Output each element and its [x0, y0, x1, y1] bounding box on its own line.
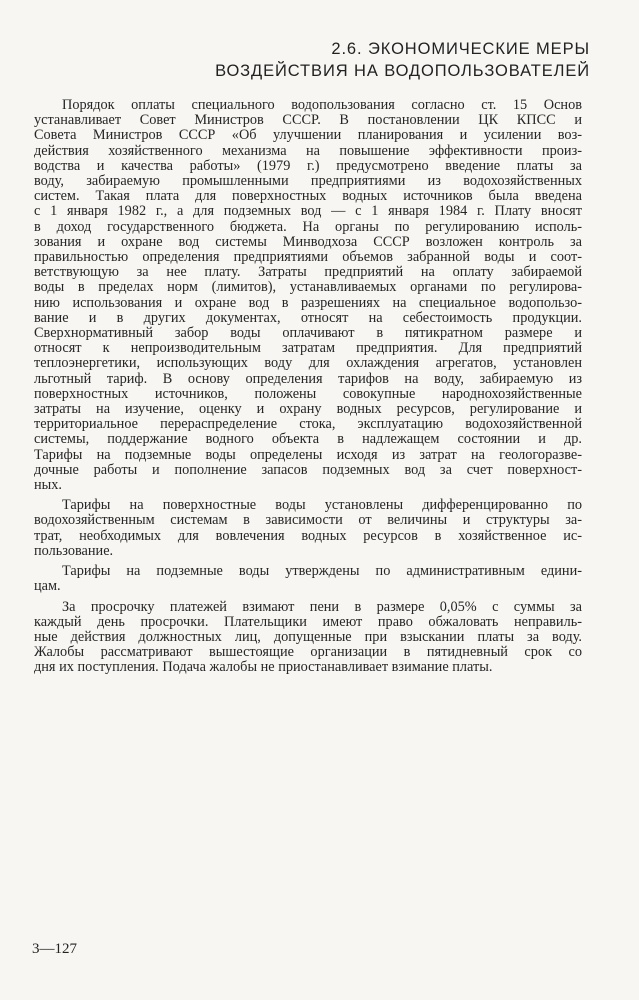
heading-title-line-2: ВОЗДЕЙСТВИЯ НА ВОДОПОЛЬЗОВАТЕЛЕЙ [215, 62, 590, 80]
text-line: пользование. [34, 543, 114, 559]
text-line: Тарифы на подземные воды определены исходя из затрат на геологоразве- [34, 447, 582, 463]
text-line: каждый день просрочки. Плательщики имеют право обжаловать неправиль- [34, 614, 582, 630]
text-line: систем. Такая плата для поверхностных водных источников была введена [34, 189, 582, 205]
text-line: За просрочку платежей взимают пени в размере 0,05% с суммы за [62, 599, 582, 615]
text-line: территориальное перераспределение стока, эксплуатацию водохозяйственной [34, 417, 582, 433]
text-line: относят к непроизводительным затратам предприятия. Для предприятий [34, 341, 582, 357]
text-line: воду, забираемую промышленными предприятиями из водохозяйственных [34, 174, 582, 190]
section-heading [150, 38, 590, 82]
text-line: льготный тариф. В основу определения тарифов на воду, забираемую из [34, 371, 582, 387]
text-line: трат, необходимых для вовлечения водных ресурсов в хозяйственное ис- [34, 528, 582, 544]
section-number: 2.6. [331, 40, 363, 58]
text-line: действия хозяйственного механизма на повышение эффективности произ- [34, 143, 582, 159]
text-line: дня их поступления. Подача жалобы не приостанавливает взимание платы. [34, 660, 493, 676]
text-line: затраты на изучение, оценку и охрану водных ресурсов, регулирование и [34, 402, 582, 418]
heading-line-1 [150, 38, 590, 60]
text-line: поверхностных источников, положены совокупные народнохозяйственные [34, 386, 582, 402]
text-line: Сверхнормативный забор воды оплачивают в пятикратном размере и [34, 326, 582, 342]
text-line: в доход государственного бюджета. На органы по регулированию исполь- [34, 219, 582, 235]
paragraph [34, 564, 582, 594]
text-line: Порядок оплаты специального водопользования согласно ст. 15 Основ [62, 98, 582, 113]
paragraph [34, 600, 582, 676]
text-line: ные действия должностных лиц, допущенные при взыскании платы за воду. [34, 629, 582, 645]
body-text [34, 98, 582, 681]
text-line: Совета Министров СССР «Об улучшении планирования и усилении воз- [34, 128, 582, 144]
text-line: Жалобы рассматривают вышестоящие организации в пятидневный срок со [34, 645, 582, 661]
text-line: ных. [34, 478, 62, 494]
text-line: ветствующую за нее плату. Затраты предприятий на оплату забираемой [34, 265, 582, 281]
text-line: нию использования и охране вод в разрешениях на специальное водопользо- [34, 295, 582, 311]
paragraph [34, 498, 582, 559]
paragraph [34, 98, 582, 493]
text-line: водства и качества работы» (1979 г.) предусмотрено введение платы за [34, 158, 582, 174]
text-line: правильностью определения предприятиями объемов забранной воды и соот- [34, 250, 582, 266]
text-line: зования и охране вод системы Минводхоза СССР возложен контроль за [34, 234, 582, 250]
text-line: дочные работы и пополнение запасов подземных вод за счет поверхност- [34, 462, 582, 478]
text-line: Тарифы на подземные воды утверждены по административным едини- [62, 564, 582, 580]
page-number: 3—127 [32, 941, 77, 957]
text-line: теплоэнергетики, использующих воду для охлаждения агрегатов, установлен [34, 356, 582, 372]
text-line: водохозяйственным системам в зависимости от величины и структуры за- [34, 513, 582, 529]
text-line: воды в пределах норм (лимитов), устанавливаемых органами по регулирова- [34, 280, 582, 296]
text-line: вание и в других документах, относят на себестоимость продукции. [34, 310, 582, 326]
text-line: устанавливает Совет Министров СССР. В постановлении ЦК КПСС и [34, 113, 582, 129]
heading-title-line-1: ЭКОНОМИЧЕСКИЕ МЕРЫ [367, 40, 590, 58]
text-line: системы, поддержание водного объекта в надлежащем состоянии и др. [34, 432, 582, 448]
text-line: с 1 января 1982 г., а для подземных вод — с 1 января 1984 г. Плату вносят [34, 204, 582, 220]
text-line: Тарифы на поверхностные воды установлены дифференцированно по [62, 498, 582, 514]
text-line: цам. [34, 579, 61, 595]
